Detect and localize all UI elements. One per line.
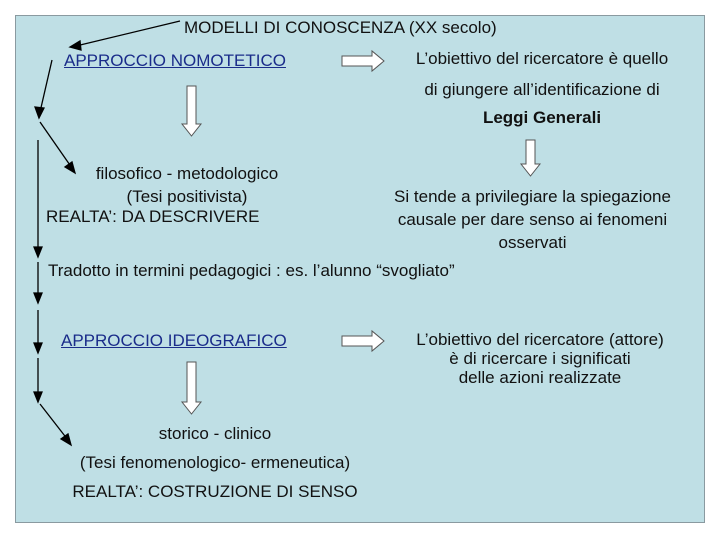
chain-arrowhead-7: [34, 392, 42, 402]
ideografico-obiettivo-line-2: è di ricercare i significati: [449, 349, 631, 368]
down-block-arrow-2: [521, 140, 540, 176]
nomotetico-realta: REALTA’: DA DESCRIVERE: [46, 207, 260, 226]
nomotetico-tesi-line-2: (Tesi positivista): [126, 187, 248, 206]
chain-arrowhead-5: [34, 293, 42, 303]
right-block-arrow-2: [342, 331, 384, 351]
spiegazione-line-3: osservati: [498, 233, 567, 252]
tradotto-text: Tradotto in termini pedagogici : es. l’alunno “svogliato”: [48, 261, 455, 280]
chain-arrowhead-4: [34, 247, 42, 257]
right-block-arrow-1: [342, 51, 384, 71]
ideografico-label: APPROCCIO IDEOGRAFICO: [61, 331, 287, 350]
spiegazione-line-2: causale per dare senso ai fenomeni: [397, 210, 668, 229]
spiegazione-line-1: Si tende a privilegiare la spiegazione: [394, 187, 671, 206]
chain-arrow-1: [76, 21, 180, 46]
page-title: MODELLI DI CONOSCENZA (XX secolo): [184, 18, 497, 37]
ideografico-obiettivo-line-3: delle azioni realizzate: [458, 368, 622, 387]
down-block-arrow-1: [182, 86, 201, 136]
nomotetico-obiettivo-line-2: di giungere all’identificazione di: [424, 80, 660, 99]
ideografico-realta: REALTA’: COSTRUZIONE DI SENSO: [72, 482, 358, 501]
nomotetico-label: APPROCCIO NOMOTETICO: [64, 51, 286, 70]
ideografico-obiettivo-line-1: L’obiettivo del ricercatore (attore): [416, 330, 664, 349]
nomotetico-leggi-generali: Leggi Generali: [482, 108, 602, 127]
nomotetico-tesi-line-1: filosofico - metodologico: [95, 164, 279, 183]
chain-arrow-3: [40, 122, 72, 168]
down-block-arrow-3: [182, 362, 201, 414]
chain-arrowhead-1: [70, 41, 81, 50]
nomotetico-obiettivo-line-1: L’obiettivo del ricercatore è quello: [415, 49, 669, 68]
ideografico-tesi-line-1: storico - clinico: [158, 424, 272, 443]
chain-arrowhead-6: [34, 343, 42, 353]
chain-arrow-2: [40, 60, 52, 112]
chain-arrowhead-2: [35, 107, 44, 118]
ideografico-tesi-line-2: (Tesi fenomenologico- ermeneutica): [79, 453, 351, 472]
